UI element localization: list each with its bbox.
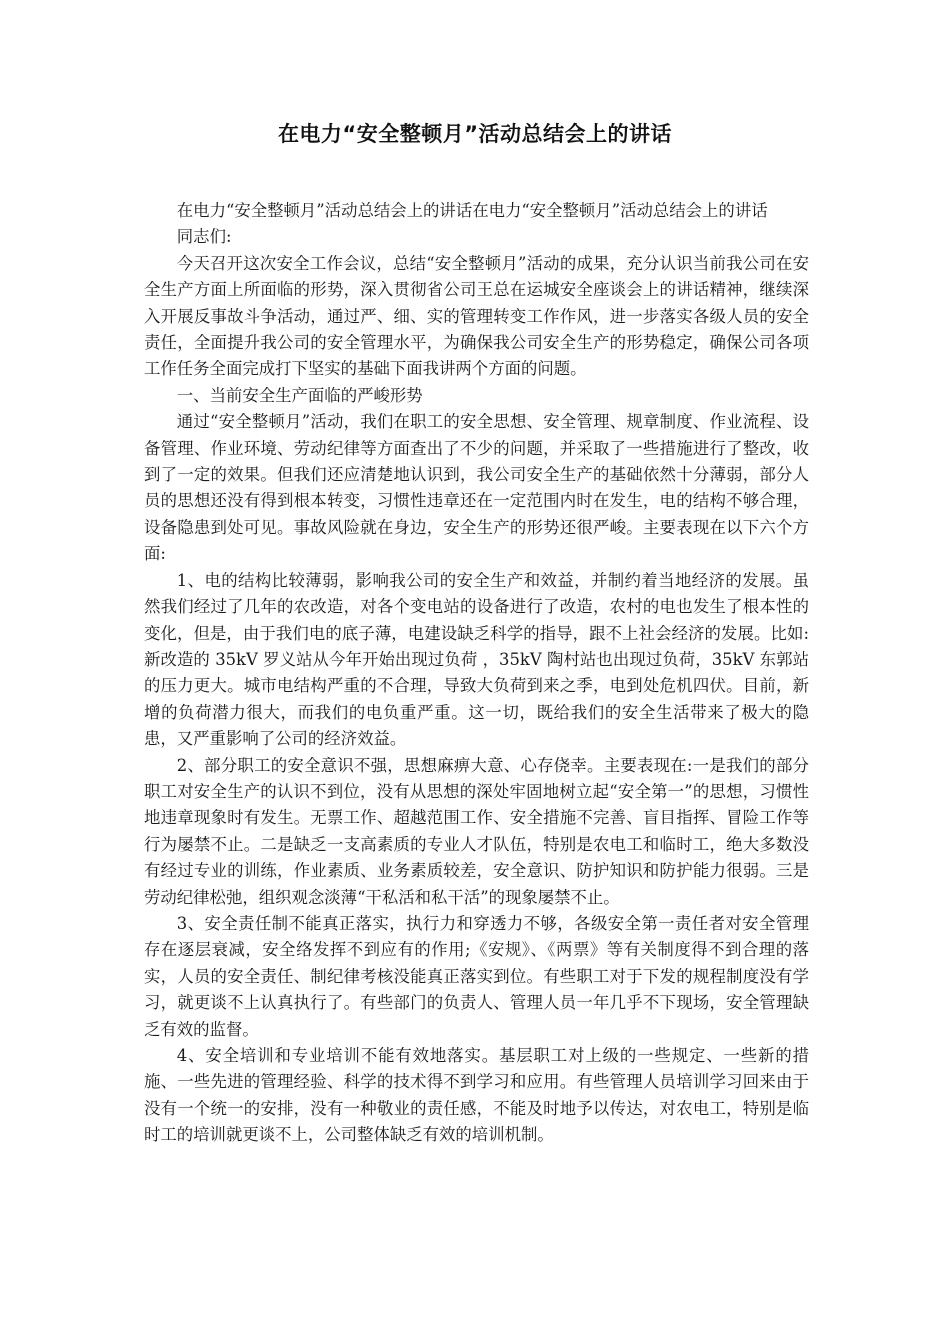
paragraph-salutation: 同志们: [176, 227, 232, 247]
paragraph-point-1: 1、电的结构比较薄弱，影响我公司的安全生产和效益，并制约着当地经济的发展。虽然我们经过了几年的农改造，对各个变电站的设备进行了改造，农村的电也发生了根本性的变化，但是，由于我们电的底子薄，电建设缺乏科学的指导，跟不上社会经济的发展。比如: 新改造的 35kV 罗义站从今年开始出现过负荷 ，35kV 陶村站也出现过负荷，35kV 东郭站的压力更大。城市电结构严重的不合理，导致大负荷到来之季，电到处危机四伏。目前，新增的负荷潜力很大，而我们的电负重严重。这一切，既给我们的安全生活带来了极大的隐患，又严重影响了公司的经济效益。 [144, 570, 809, 749]
paragraph-situation: 通过“安全整顿月”活动，我们在职工的安全思想、安全管理、规章制度、作业流程、设备管理、作业环境、劳动纪律等方面查出了不少的问题，并采取了一些措施进行了整改，收到了一定的效果。但我们还应清楚地认识到，我公司安全生产的基础依然十分薄弱，部分人员的思想还没有得到根本转变，习惯性违章还在一定范围内时在发生，电的结构不够合理，设备隐患到处可见。事故风险就在身边，安全生产的形势还很严峻。主要表现在以下六个方面: [144, 412, 809, 564]
paragraph-point-2: 2、部分职工的安全意识不强，思想麻痹大意、心存侥幸。主要表现在:一是我们的部分职工对安全生产的认识不到位，没有从思想的深处牢固地树立起“安全第一”的思想，习惯性地违章现象时有发生。无票工作、超越范围工作、安全措施不完善、盲目指挥、冒险工作等行为屡禁不止。二是缺乏一支高素质的专业人才队伍，特别是农电工和临时工，绝大多数没有经过专业的训练，作业素质、业务素质较差，安全意识、防护知识和防护能力很弱。三是劳动纪律松弛，组织观念淡薄“干私活和私干活”的现象屡禁不止。 [144, 755, 809, 907]
document-body [144, 198, 809, 1149]
paragraph-heading-repeat: 在电力“安全整顿月”活动总结会上的讲话在电力“安全整顿月”活动总结会上的讲话 [176, 201, 768, 220]
section-heading-1: 一、当前安全生产面临的严峻形势 [176, 385, 423, 405]
paragraph-point-3: 3、安全责任制不能真正落实，执行力和穿透力不够，各级安全第一责任者对安全管理存在逐层衰减，安全络发挥不到应有的作用;《安规》、《两票》等有关制度得不到合理的落实，人员的安全责任、制纪律考核没能真正落实到位。有些职工对于下发的规程制度没有学习，就更谈不上认真执行了。有些部门的负责人、管理人员一年几乎不下现场，安全管理缺乏有效的监督。 [144, 913, 809, 1039]
paragraph-point-4: 4、安全培训和专业培训不能有效地落实。基层职工对上级的一些规定、一些新的措施、一些先进的管理经验、科学的技术得不到学习和应用。有些管理人员培训学习回来由于没有一个统一的安排，没有一种敬业的责任感，不能及时地予以传达，对农电工，特别是临时工的培训就更谈不上，公司整体缺乏有效的培训机制。 [144, 1046, 809, 1145]
paragraph-intro: 今天召开这次安全工作会议，总结“安全整顿月”活动的成果，充分认识当前我公司在安全生产方面上所面临的形势，深入贯彻省公司王总在运城安全座谈会上的讲话精神，继续深入开展反事故斗争活动，通过严、细、实的管理转变工作作风，进一步落实各级人员的安全责任，全面提升我公司的安全管理水平，为确保我公司安全生产的形势稳定，确保公司各项工作任务全面完成打下坚实的基础下面我讲两个方面的问题。 [144, 253, 809, 379]
document-title: 在电力“安全整顿月”活动总结会上的讲话 [277, 122, 673, 146]
